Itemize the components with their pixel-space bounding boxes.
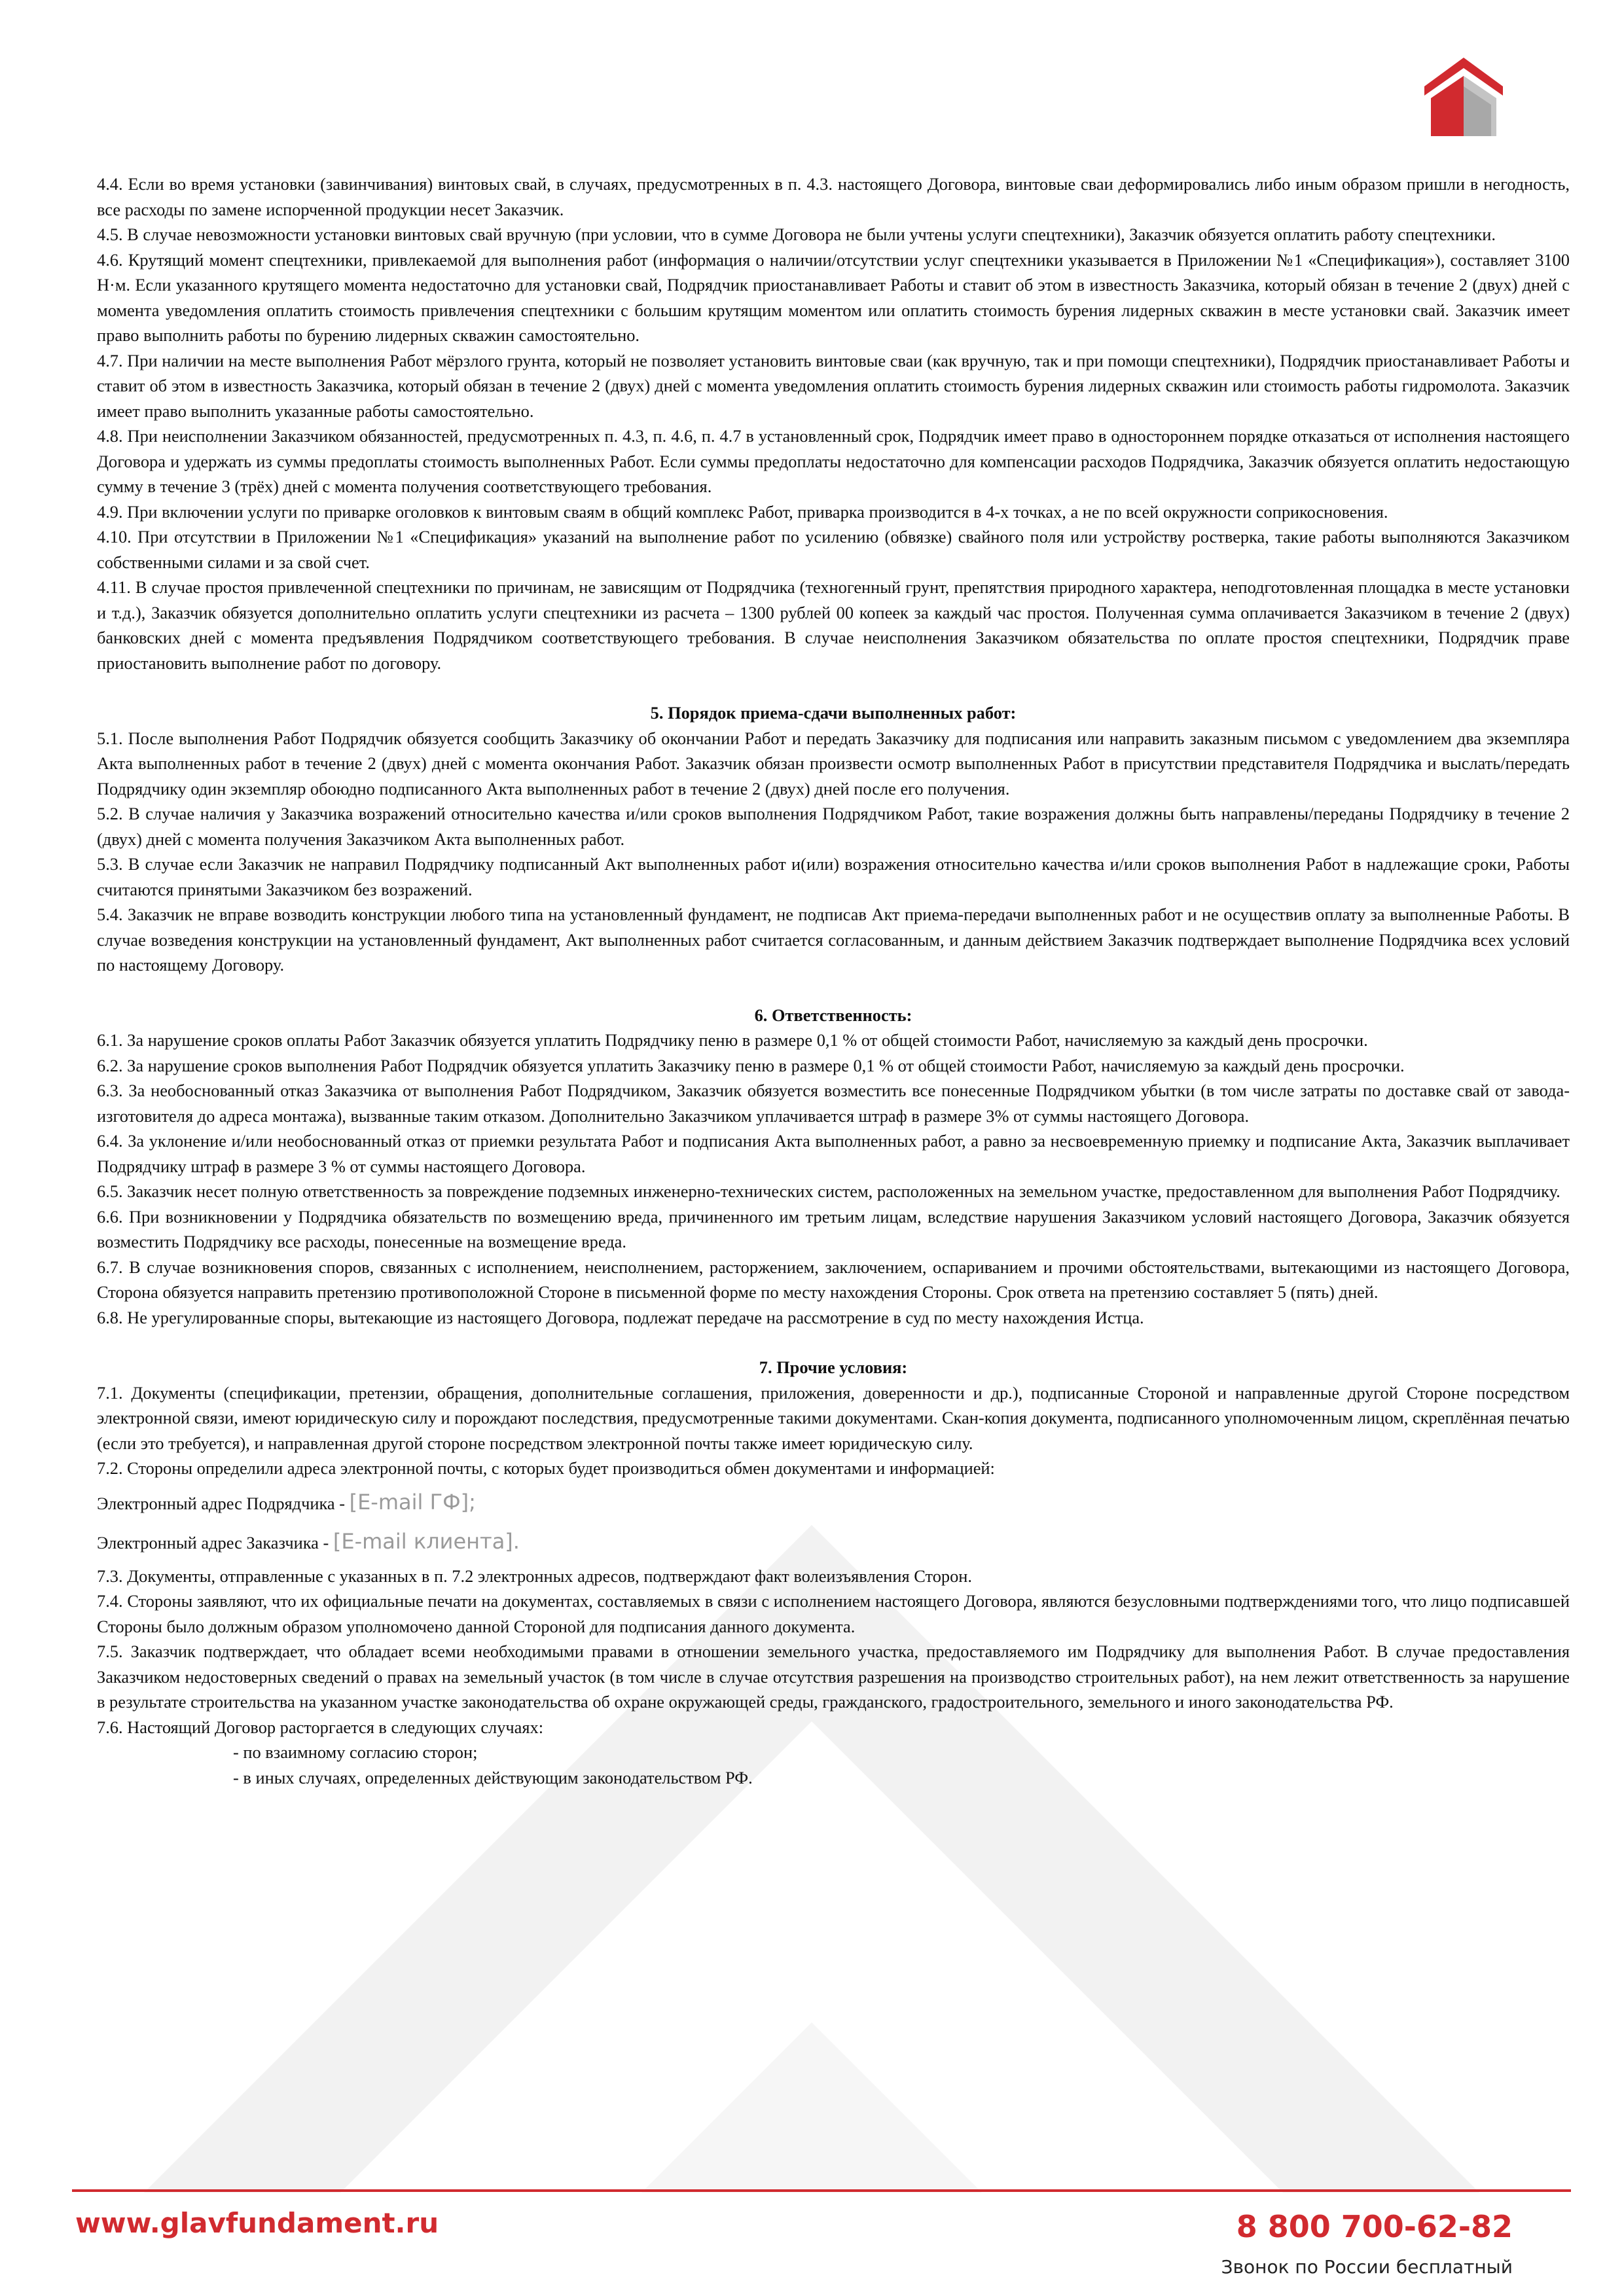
clause-paragraph: 5.2. В случае наличия у Заказчика возражений относительно качества и/или сроков выполнения Подрядчиком Работ, такие возражения должны быть направлены/переданы Подрядчику в течение 2 (двух) дней с момента получения Заказчиком Акта выполненных работ. bbox=[97, 804, 1570, 849]
termination-case: - по взаимному согласию сторон; bbox=[233, 1742, 478, 1762]
website-link[interactable]: www.glavfundament.ru bbox=[75, 2207, 439, 2239]
clause-paragraph: 4.4. Если во время установки (завинчивания) винтовых свай, в случаях, предусмотренных в п. 4.3. настоящего Договора, винтовые сваи деформировались либо иным образом пришли в негодность, все расходы по замене испорченной продукции несет Заказчик. bbox=[97, 174, 1570, 219]
section-title: 6. Ответственность: bbox=[754, 1005, 912, 1025]
clause-paragraph: 6.7. В случае возникновения споров, связанных с исполнением, неисполнением, расторжением, заключением, оспариванием и прочими обстоятельствами, вытекающими из настоящего Договора, Сторона обязуется направить претензию противоположной Стороне в письменной форме по месту нахождения Стороны. Срок ответа на претензию составляет 5 (пять) дней. bbox=[97, 1257, 1570, 1302]
clause-paragraph: 5.1. После выполнения Работ Подрядчик обязуется сообщить Заказчику об окончании Работ и передать Заказчику для подписания или направить заказным письмом с уведомлением два экземпляра Акта выполненных работ в течение 2 (двух) дней с момента окончания Работ. Заказчик обязан произвести осмотр выполненных Работ в присутствии представителя Подрядчика и выслать/передать Подрядчику один экземпляр обоюдно подписанного Акта выполненных работ в течение 2 (двух) дней после его получения. bbox=[97, 728, 1570, 798]
termination-case: - в иных случаях, определенных действующим законодательством РФ. bbox=[233, 1767, 753, 1787]
email-label: Электронный адрес Заказчика - bbox=[97, 1532, 333, 1552]
contract-text bbox=[97, 171, 1570, 1790]
email-placeholder: [E-mail ГФ] bbox=[349, 1489, 469, 1515]
house-roof-logo bbox=[1418, 52, 1509, 137]
email-line bbox=[97, 1524, 1570, 1560]
email-line bbox=[97, 1485, 1570, 1520]
section-title: 5. Порядок приема-сдачи выполненных работ: bbox=[650, 703, 1017, 723]
email-label: Электронный адрес Подрядчика - bbox=[97, 1493, 350, 1513]
clause-paragraph: 4.11. В случае простоя привлеченной спецтехники по причинам, не зависящим от Подрядчика (техногенный грунт, препятствия природного характера, неподготовленная площадка в месте установки и т.д.), Заказчик обязуется дополнительно оплатить услуги спецтехники из расчета – 1300 рублей 00 копеек за каждый час простоя. Полученная сумма оплачивается Заказчиком в течение 2 (двух) банковских дней с момента предъявления Подрядчиком соответствующего требования. В случае неисполнения Заказчиком обязательства по оплате простоя спецтехники, Подрядчик праве приостановить выполнение работ по договору. bbox=[97, 577, 1570, 673]
free-call-note: Звонок по России бесплатный bbox=[1221, 2256, 1513, 2278]
email-suffix: . bbox=[513, 1528, 520, 1554]
clause-paragraph: 7.1. Документы (спецификации, претензии, обращения, дополнительные соглашения, приложения, доверенности и др.), подписанные Стороной и направленные другой Стороне посредством электронной связи, имеют юридическую силу и порождают последствия, предусмотренные такими документами. Скан-копия документа, подписанного уполномоченным лицом, скреплённая печатью (если это требуется), и направленная другой стороне посредством электронной почты также имеет юридическую силу. bbox=[97, 1382, 1570, 1453]
clause-paragraph: 6.6. При возникновении у Подрядчика обязательств по возмещению вреда, причиненного им третьим лицам, вследствие нарушения Заказчиком условий настоящего Договора, Заказчик обязуется возместить Подрядчику все расходы, понесенные на возмещение вреда. bbox=[97, 1206, 1570, 1251]
clause-paragraph: 7.6. Настоящий Договор расторгается в следующих случаях: bbox=[97, 1717, 544, 1737]
section-title: 7. Прочие условия: bbox=[759, 1357, 908, 1377]
footer-divider bbox=[72, 2189, 1571, 2192]
clause-paragraph: 7.2. Стороны определили адреса электронной почты, с которых будет производиться обмен документами и информацией: bbox=[97, 1458, 995, 1478]
email-suffix: ; bbox=[469, 1489, 476, 1515]
clause-paragraph: 6.4. За уклонение и/или необоснованный отказ от приемки результата Работ и подписания Акта выполненных работ, а равно за несвоевременную приемку и подписание Акта, Заказчик выплачивает Подрядчику штраф в размере 3 % от суммы настоящего Договора. bbox=[97, 1131, 1570, 1176]
clause-paragraph: 7.5. Заказчик подтверждает, что обладает всеми необходимыми правами в отношении земельного участка, предоставляемого им Подрядчику для выполнения Работ. В случае предоставления Заказчиком недостоверных сведений о правах на земельный участок (в том числе в случае отсутствия разрешения на производство строительных работ), на нем лежит ответственность за нарушение в результате строительства на указанном участке законодательства об охране окружающей среды, гражданского, градостроительного, земельного и иного законодательства РФ. bbox=[97, 1641, 1570, 1712]
clause-paragraph: 6.8. Не урегулированные споры, вытекающие из настоящего Договора, подлежат передаче на рассмотрение в суд по месту нахождения Истца. bbox=[97, 1307, 1144, 1327]
clause-paragraph: 6.1. За нарушение сроков оплаты Работ Заказчик обязуется уплатить Подрядчику пеню в размере 0,1 % от общей стоимости Работ, начисляемую за каждый день просрочки. bbox=[97, 1030, 1368, 1050]
clause-paragraph: 6.2. За нарушение сроков выполнения Работ Подрядчик обязуется уплатить Заказчику пеню в размере 0,1 % от общей стоимости Работ, начисляемую за каждый день просрочки. bbox=[97, 1055, 1405, 1075]
email-placeholder: [E-mail клиента] bbox=[333, 1528, 513, 1554]
clause-paragraph: 4.9. При включении услуги по приварке оголовков к винтовым сваям в общий комплекс Работ, приварка производится в 4-х точках, а не по всей окружности соприкосновения. bbox=[97, 501, 1388, 522]
clause-paragraph: 4.8. При неисполнении Заказчиком обязанностей, предусмотренных п. 4.3, п. 4.6, п. 4.7 в установленный срок, Подрядчик имеет право в одностороннем порядке отказаться от исполнения настоящего Договора и удержать из суммы предоплаты стоимость выполненных Работ. Если суммы предоплаты недостаточно для компенсации расходов Подрядчика, Заказчик обязуется оплатить недостающую сумму в течение 3 (трёх) дней с момента получения соответствующего требования. bbox=[97, 426, 1570, 496]
clause-paragraph: 7.3. Документы, отправленные с указанных в п. 7.2 электронных адресов, подтверждают факт волеизъявления Сторон. bbox=[97, 1566, 973, 1586]
clause-paragraph: 4.5. В случае невозможности установки винтовых свай вручную (при условии, что в сумме Договора не были учтены услуги спецтехники), Заказчик обязуется оплатить работу спецтехники. bbox=[97, 224, 1496, 244]
clause-paragraph: 6.3. За необоснованный отказ Заказчика от выполнения Работ Подрядчиком, Заказчик обязуется возместить все понесенные Подрядчиком убытки (в том числе затраты по доставке свай от завода-изготовителя до адреса монтажа), вызванные таким отказом. Дополнительно Заказчиком уплачивается штраф в размере 3% от суммы настоящего Договора. bbox=[97, 1081, 1570, 1126]
clause-paragraph: 4.7. При наличии на месте выполнения Работ мёрзлого грунта, который не позволяет установить винтовые сваи (как вручную, так и при помощи спецтехники), Подрядчик приостанавливает Работы и ставит об этом в известность Заказчика, который обязан в течение 2 (двух) дней с момента уведомления оплатить стоимость бурения лидерных скважин или стоимость работы гидромолота. Заказчик имеет право выполнить указанные работы самостоятельно. bbox=[97, 350, 1570, 421]
clause-paragraph: 5.3. В случае если Заказчик не направил Подрядчику подписанный Акт выполненных работ и(или) возражения относительно качества и/или сроков выполнения Работ в надлежащие сроки, Работы считаются принятыми Заказчиком без возражений. bbox=[97, 854, 1570, 899]
clause-paragraph: 7.4. Стороны заявляют, что их официальные печати на документах, составляемых в связи с исполнением настоящего Договора, являются безусловными подтверждениями того, что лицо подписавшей Стороны было должным образом уполномочено данной Стороной для подписания данного документа. bbox=[97, 1591, 1570, 1636]
phone-number[interactable]: 8 800 700-62-82 bbox=[1236, 2209, 1513, 2244]
clause-paragraph: 5.4. Заказчик не вправе возводить конструкции любого типа на установленный фундамент, не подписав Акт приема-передачи выполненных работ и не осуществив оплату за выполненные Работы. В случае возведения конструкции на установленный фундамент, Акт выполненных работ считается согласованным, и данным действием Заказчик подтверждает выполнение Подрядчика всех условий по настоящему Договору. bbox=[97, 905, 1570, 975]
clause-paragraph: 4.6. Крутящий момент спецтехники, привлекаемой для выполнения работ (информация о наличии/отсутствии услуг спецтехники указывается в Приложении №1 «Спецификация»), составляет 3100 Н·м. Если указанного крутящего момента недостаточно для установки свай, Подрядчик приостанавливает Работы и ставит об этом в известность Заказчика, который обязан в течение 2 (двух) дней с момента уведомления оплатить стоимость привлечения спецтехники с большим крутящим моментом или оплатить стоимость бурения лидерных скважин в месте установки свай. Заказчик имеет право выполнить работы по бурению лидерных скважин самостоятельно. bbox=[97, 249, 1570, 345]
clause-paragraph: 6.5. Заказчик несет полную ответственность за повреждение подземных инженерно-технических систем, расположенных на земельном участке, предоставленном для выполнения Работ Подрядчику. bbox=[97, 1181, 1561, 1201]
clause-paragraph: 4.10. При отсутствии в Приложении №1 «Спецификация» указаний на выполнение работ по усилению (обвязке) свайного поля или устройству ростверка, такие работы выполняются Заказчиком собственными силами и за свой счет. bbox=[97, 527, 1570, 572]
